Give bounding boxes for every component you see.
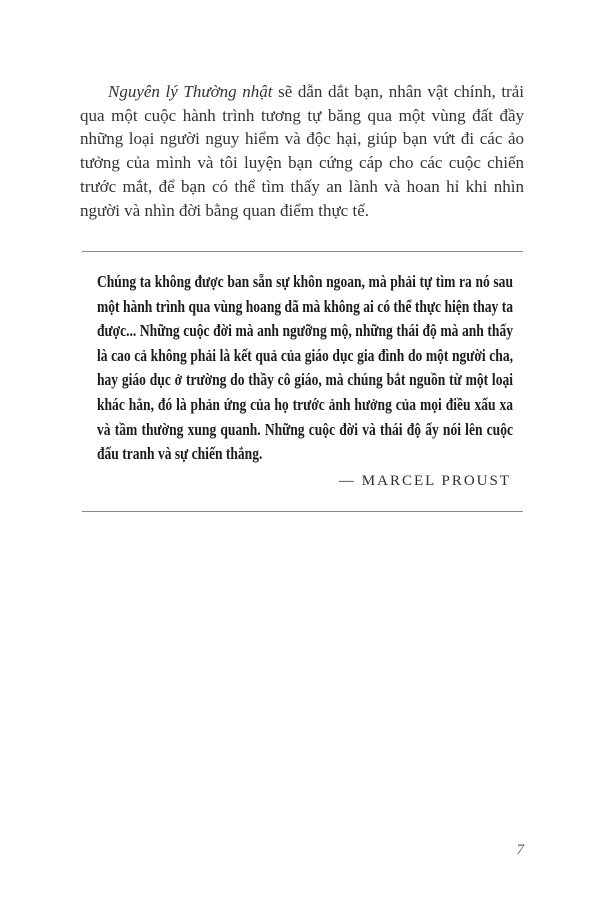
- divider-bottom: [82, 511, 523, 512]
- epigraph-quote: [97, 270, 513, 467]
- quote-text: Chúng ta không được ban sẵn sự khôn ngoan, mà phải tự tìm ra nó sau một hành trình qua vùng hoang dã mà không ai có thể thực hiện thay ta được... Những cuộc đời mà anh ngưỡng mộ, những thái độ mà anh thấy là cao cả không phải là kết quả của giáo dục gia đình do một người cha, hay giáo dục ở trường do thầy cô giáo, mà chúng bắt nguồn từ một loại khác hẳn, đó là phản ứng của họ trước ảnh hưởng của mọi điều xấu xa và tầm thường xung quanh. Những cuộc đời và thái độ ấy nói lên cuộc đấu tranh và sự chiến thắng.: [97, 272, 513, 464]
- quote-condensed-wrapper: [97, 270, 513, 467]
- page-number: 7: [516, 842, 524, 858]
- intro-paragraph: [80, 80, 524, 222]
- quote-attribution: — MARCEL PROUST: [339, 473, 511, 489]
- book-title-italic: Nguyên lý Thường nhật: [108, 82, 273, 101]
- intro-text: sẽ dẫn dắt bạn, nhân vật chính, trải qua một cuộc hành trình tương tự băng qua một vùng đất đầy những loại người nguy hiểm và độc hại, giúp bạn vứt đi các ảo tưởng của mình và tôi luyện bạn cứng cáp cho các cuộc chiến trước mắt, để bạn có thể tìm thấy an lành và hoan hỉ khi nhìn người và nhìn đời bằng quan điểm thực tế.: [80, 82, 524, 220]
- divider-top: [82, 251, 523, 252]
